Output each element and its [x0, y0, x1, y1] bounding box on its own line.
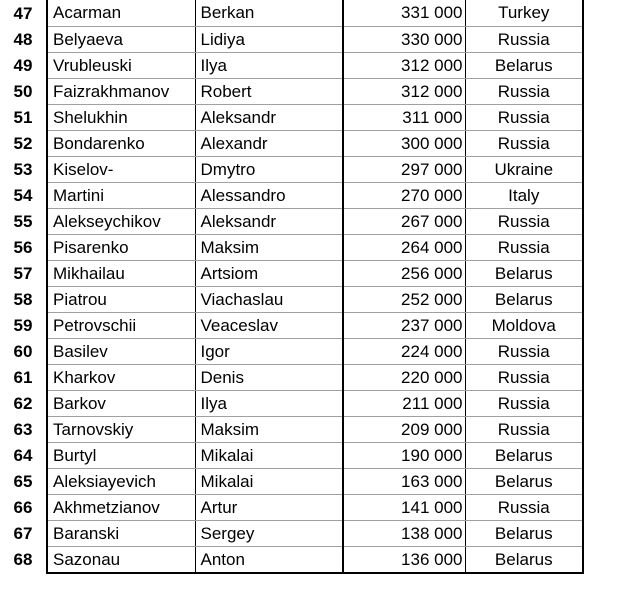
country-cell: Belarus [465, 52, 583, 78]
first-name-cell: Artsiom [195, 260, 343, 286]
amount-cell: 331 000 [343, 0, 465, 26]
first-name-cell: Dmytro [195, 156, 343, 182]
first-name-cell: Ilya [195, 390, 343, 416]
amount-cell: 270 000 [343, 182, 465, 208]
amount-cell: 224 000 [343, 338, 465, 364]
rank-number-cell: 56 [13, 237, 33, 257]
last-name-cell: Martini [47, 182, 195, 208]
country-cell: Italy [465, 182, 583, 208]
table-row [0, 442, 583, 468]
last-name-cell: Mikhailau [47, 260, 195, 286]
first-name-cell: Alessandro [195, 182, 343, 208]
last-name-cell: Acarman [47, 0, 195, 26]
country-cell: Russia [465, 78, 583, 104]
rank-number-cell: 52 [13, 133, 33, 153]
last-name-cell: Pisarenko [47, 234, 195, 260]
first-name-cell: Veaceslav [195, 312, 343, 338]
country-cell: Belarus [465, 520, 583, 546]
last-name-cell: Basilev [47, 338, 195, 364]
amount-cell: 311 000 [343, 104, 465, 130]
first-name-cell: Aleksandr [195, 104, 343, 130]
country-cell: Russia [465, 494, 583, 520]
amount-cell: 256 000 [343, 260, 465, 286]
last-name-cell: Baranski [47, 520, 195, 546]
country-cell: Russia [465, 234, 583, 260]
first-name-cell: Alexandr [195, 130, 343, 156]
rank-number-cell: 63 [13, 419, 33, 439]
rank-number-cell: 66 [13, 497, 33, 517]
amount-cell: 300 000 [343, 130, 465, 156]
table-row [0, 78, 583, 104]
country-cell: Russia [465, 338, 583, 364]
amount-cell: 211 000 [343, 390, 465, 416]
rank-number-cell: 48 [13, 29, 33, 49]
table-row [0, 182, 583, 208]
table-row [0, 26, 583, 52]
last-name-cell: Shelukhin [47, 104, 195, 130]
first-name-cell: Anton [195, 546, 343, 573]
last-name-cell: Petrovschii [47, 312, 195, 338]
table-row [0, 156, 583, 182]
table-row [0, 468, 583, 494]
country-cell: Russia [465, 416, 583, 442]
first-name-cell: Igor [195, 338, 343, 364]
rank-number-cell: 51 [13, 107, 33, 127]
country-cell: Moldova [465, 312, 583, 338]
first-name-cell: Mikalai [195, 468, 343, 494]
last-name-cell: Tarnovskiy [47, 416, 195, 442]
first-name-cell: Denis [195, 364, 343, 390]
amount-cell: 330 000 [343, 26, 465, 52]
last-name-cell: Piatrou [47, 286, 195, 312]
table-row [0, 416, 583, 442]
last-name-cell: Aleksiayevich [47, 468, 195, 494]
rank-number-cell: 54 [13, 185, 33, 205]
last-name-cell: Bondarenko [47, 130, 195, 156]
amount-cell: 267 000 [343, 208, 465, 234]
country-cell: Belarus [465, 468, 583, 494]
last-name-cell: Alekseychikov [47, 208, 195, 234]
country-cell: Belarus [465, 546, 583, 573]
country-cell: Belarus [465, 260, 583, 286]
rank-number-cell: 59 [13, 315, 33, 335]
table-row [0, 364, 583, 390]
rank-number-cell: 60 [13, 341, 33, 361]
amount-cell: 163 000 [343, 468, 465, 494]
first-name-cell: Mikalai [195, 442, 343, 468]
country-cell: Belarus [465, 286, 583, 312]
last-name-cell: Akhmetzianov [47, 494, 195, 520]
table-row [0, 312, 583, 338]
first-name-cell: Ilya [195, 52, 343, 78]
rank-number-cell: 62 [13, 393, 33, 413]
table-row [0, 104, 583, 130]
amount-cell: 141 000 [343, 494, 465, 520]
amount-cell: 190 000 [343, 442, 465, 468]
rank-number-cell: 57 [13, 263, 33, 283]
table-row [0, 208, 583, 234]
rank-number-cell: 58 [13, 289, 33, 309]
amount-cell: 136 000 [343, 546, 465, 573]
country-cell: Russia [465, 26, 583, 52]
country-cell: Belarus [465, 442, 583, 468]
rank-number-cell: 64 [13, 445, 33, 465]
country-cell: Russia [465, 364, 583, 390]
first-name-cell: Viachaslau [195, 286, 343, 312]
rank-number-cell: 68 [13, 549, 33, 569]
country-cell: Russia [465, 208, 583, 234]
rank-number-cell: 65 [13, 471, 33, 491]
last-name-cell: Belyaeva [47, 26, 195, 52]
table-row [0, 546, 583, 573]
table-row [0, 338, 583, 364]
rank-number-cell: 53 [13, 159, 33, 179]
table-row [0, 390, 583, 416]
amount-cell: 209 000 [343, 416, 465, 442]
amount-cell: 297 000 [343, 156, 465, 182]
first-name-cell: Artur [195, 494, 343, 520]
table-row [0, 52, 583, 78]
table-row [0, 260, 583, 286]
first-name-cell: Maksim [195, 234, 343, 260]
rank-number-cell: 50 [13, 81, 33, 101]
table-row [0, 520, 583, 546]
amount-cell: 252 000 [343, 286, 465, 312]
amount-cell: 237 000 [343, 312, 465, 338]
first-name-cell: Aleksandr [195, 208, 343, 234]
table-row [0, 286, 583, 312]
first-name-cell: Robert [195, 78, 343, 104]
country-cell: Russia [465, 104, 583, 130]
amount-cell: 312 000 [343, 52, 465, 78]
table-row [0, 234, 583, 260]
amount-cell: 264 000 [343, 234, 465, 260]
country-cell: Turkey [465, 0, 583, 26]
rank-number-cell: 61 [13, 367, 33, 387]
last-name-cell: Burtyl [47, 442, 195, 468]
first-name-cell: Sergey [195, 520, 343, 546]
rank-number-cell: 67 [13, 523, 33, 543]
table-row [0, 494, 583, 520]
amount-cell: 220 000 [343, 364, 465, 390]
last-name-cell: Faizrakhmanov [47, 78, 195, 104]
country-cell: Russia [465, 130, 583, 156]
last-name-cell: Barkov [47, 390, 195, 416]
country-cell: Ukraine [465, 156, 583, 182]
country-cell: Russia [465, 390, 583, 416]
last-name-cell: Kharkov [47, 364, 195, 390]
table-row [0, 130, 583, 156]
amount-cell: 312 000 [343, 78, 465, 104]
table-row [0, 0, 583, 26]
first-name-cell: Lidiya [195, 26, 343, 52]
last-name-cell: Kiselov- [47, 156, 195, 182]
last-name-cell: Sazonau [47, 546, 195, 573]
amount-cell: 138 000 [343, 520, 465, 546]
last-name-cell: Vrubleuski [47, 52, 195, 78]
first-name-cell: Berkan [195, 0, 343, 26]
rank-number-cell: 47 [13, 3, 33, 23]
rank-number-cell: 55 [13, 211, 33, 231]
rank-number-cell: 49 [13, 55, 33, 75]
first-name-cell: Maksim [195, 416, 343, 442]
